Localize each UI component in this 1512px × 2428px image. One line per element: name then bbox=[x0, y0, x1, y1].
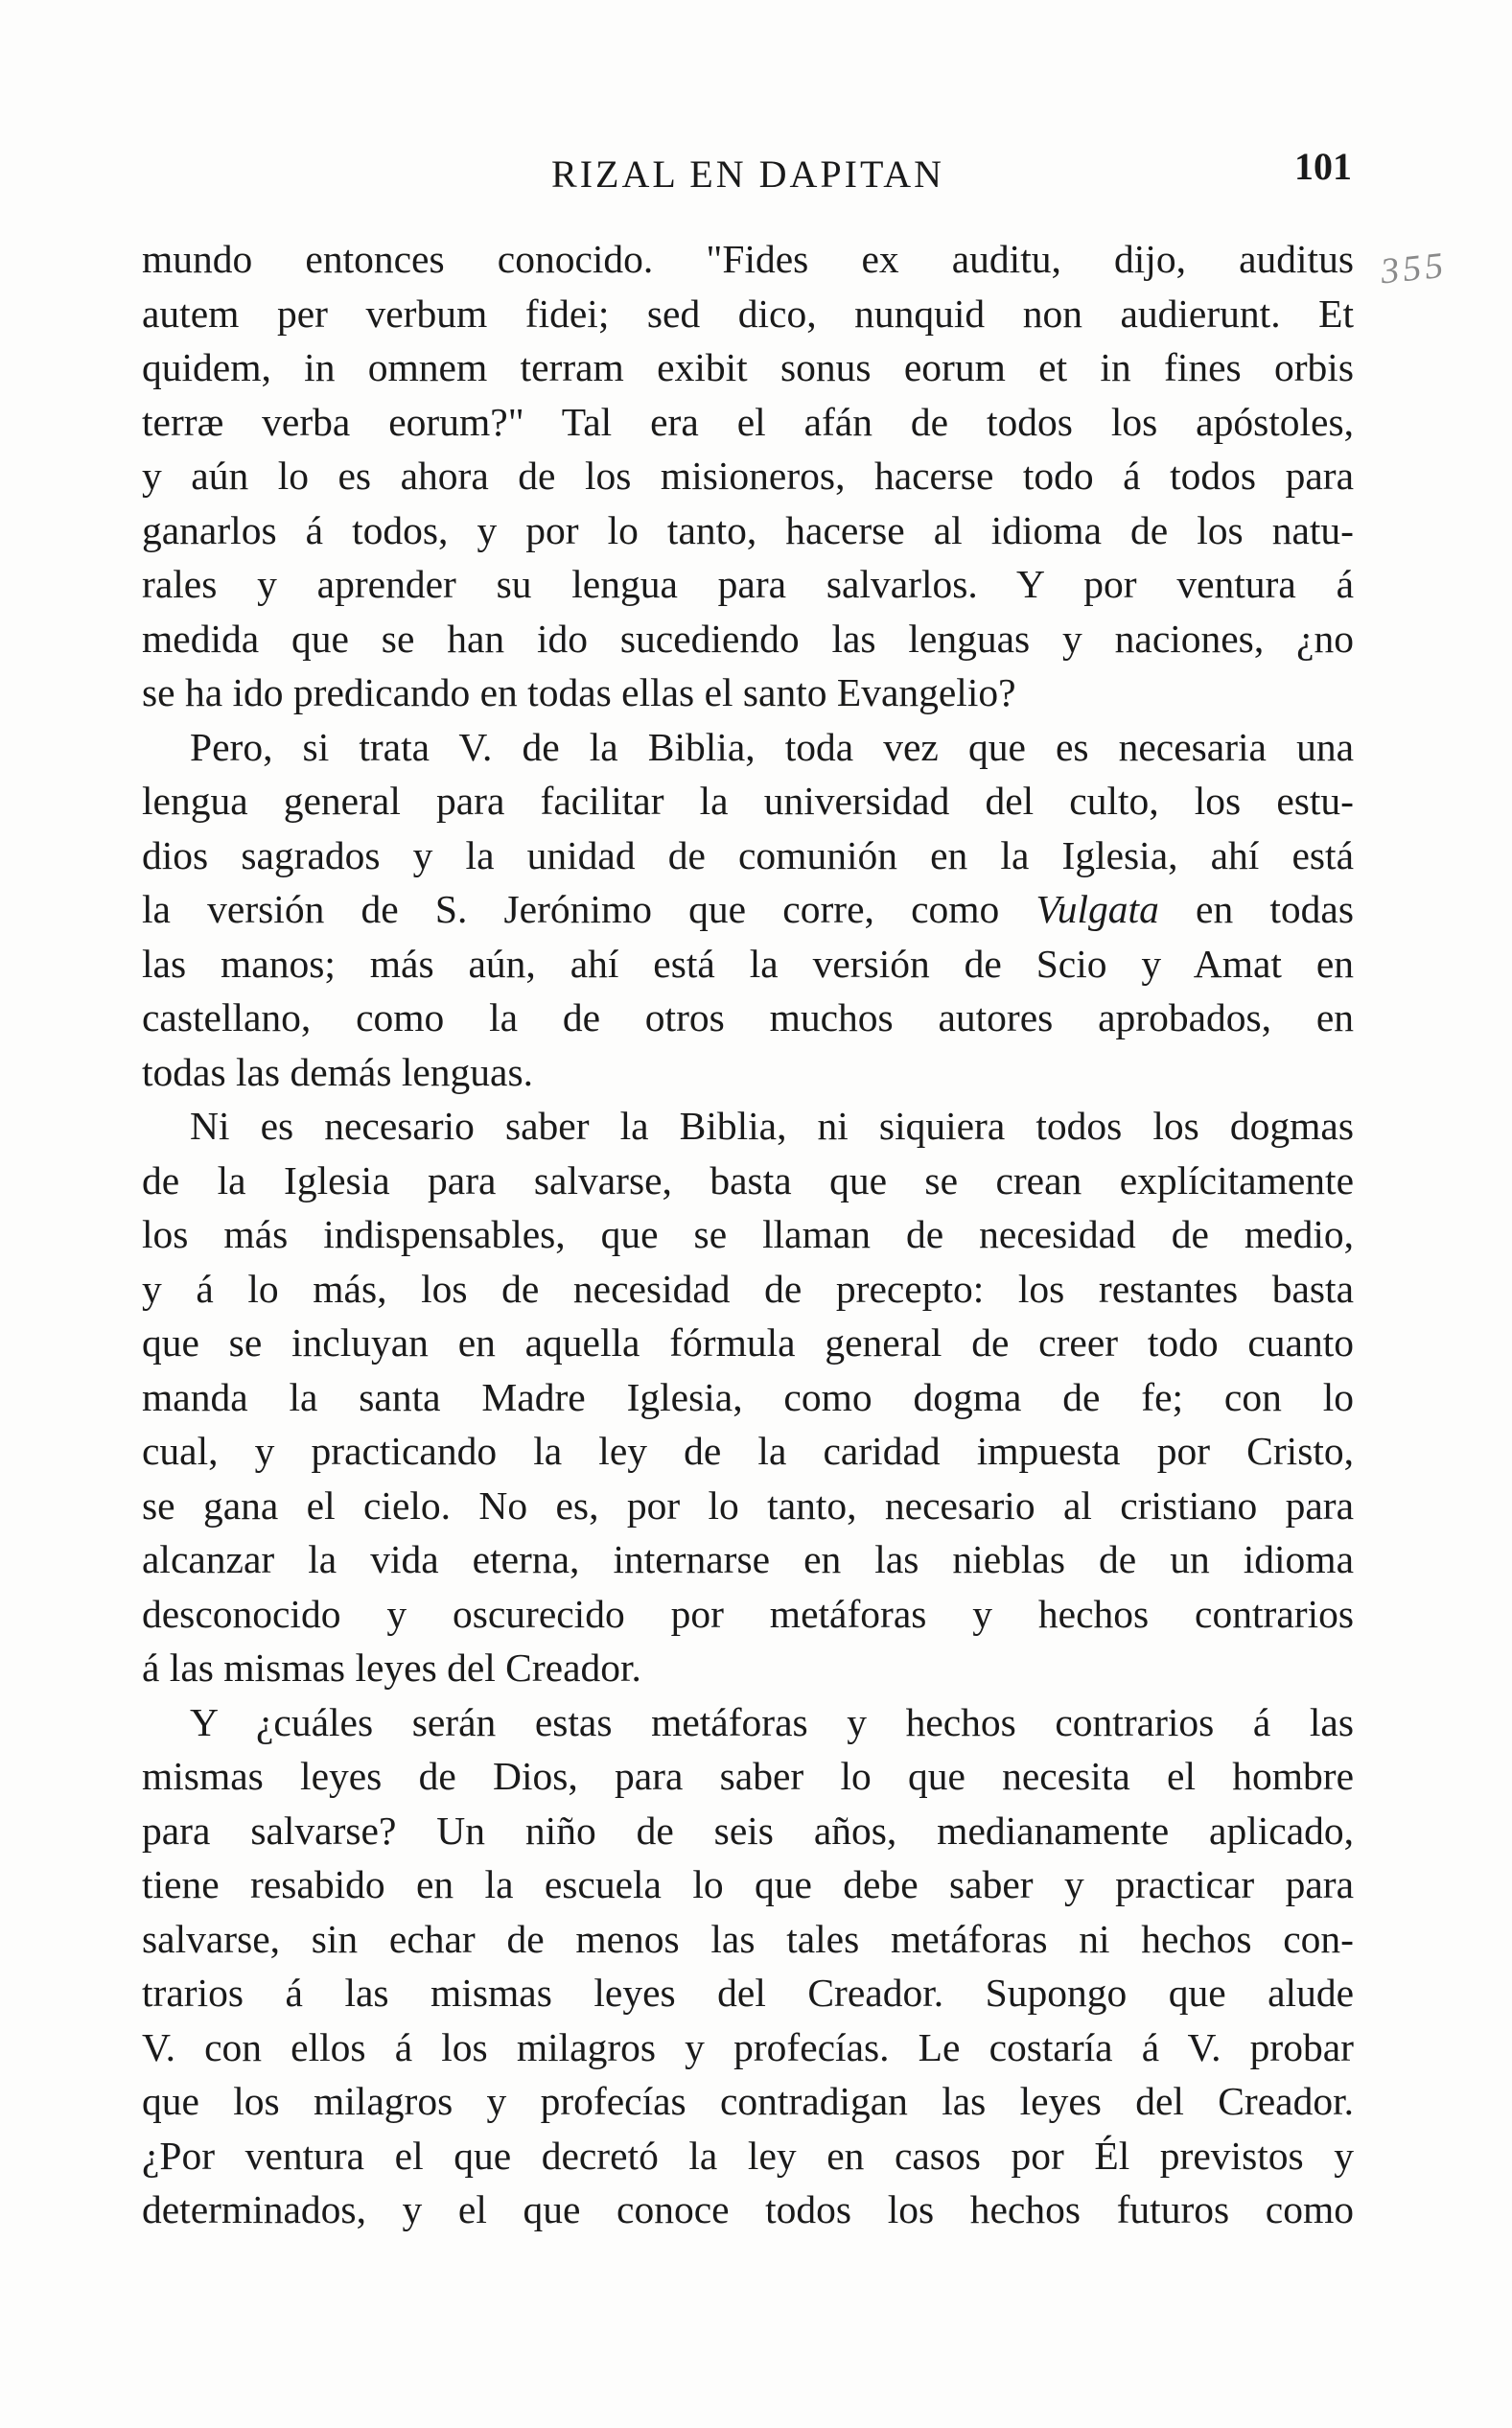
text-line bbox=[142, 665, 1354, 720]
text-segment: y aún lo es ahora de los misioneros, hacerse todo á todos para bbox=[142, 454, 1354, 498]
text-segment: se gana el cielo. No es, por lo tanto, necesario al cristiano para bbox=[142, 1482, 1354, 1528]
text-line bbox=[142, 1966, 1354, 2020]
text-line bbox=[142, 1099, 1354, 1154]
text-segment: quidem, in omnem terram exibit sonus eorum et in fines orbis bbox=[142, 345, 1354, 389]
text-segment: lengua general para facilitar la universidad del culto, los estu- bbox=[142, 779, 1354, 823]
text-segment: determinados, y el que conoce todos los hechos futuros como bbox=[142, 2187, 1354, 2231]
body-text bbox=[142, 232, 1354, 2237]
text-segment: las manos; más aún, ahí está la versión de Scio y Amat en bbox=[142, 941, 1354, 986]
text-line bbox=[142, 1695, 1354, 1750]
running-title: RIZAL EN DAPITAN bbox=[551, 152, 944, 196]
text-line bbox=[142, 2074, 1354, 2129]
text-segment: manda la santa Madre Iglesia, como dogma de fe; con lo bbox=[142, 1374, 1354, 1419]
text-line bbox=[142, 774, 1354, 829]
page-header bbox=[144, 144, 1352, 201]
text-segment: terræ verba eorum?" Tal era el afán de todos los apóstoles, bbox=[142, 399, 1354, 444]
text-line bbox=[142, 503, 1354, 558]
text-segment: y á lo más, los de necesidad de precepto: los restantes basta bbox=[142, 1266, 1354, 1311]
text-line bbox=[142, 1207, 1354, 1262]
text-line bbox=[142, 2183, 1354, 2237]
text-line bbox=[142, 1045, 1354, 1100]
text-segment: rales y aprender su lengua para salvarlos. Y por ventura á bbox=[142, 562, 1354, 606]
text-line bbox=[142, 1262, 1354, 1317]
text-segment: la versión de S. Jerónimo que corre, como bbox=[142, 887, 1036, 931]
text-line bbox=[142, 991, 1354, 1045]
text-line bbox=[142, 1912, 1354, 1967]
text-segment: V. con ellos á los milagros y profecías. Le costaría á V. probar bbox=[142, 2024, 1354, 2069]
text-line bbox=[142, 2020, 1354, 2075]
text-segment: Y ¿cuáles serán estas metáforas y hechos contrarios á las bbox=[190, 1699, 1354, 1744]
text-segment: los más indispensables, que se llaman de necesidad de medio, bbox=[142, 1212, 1354, 1256]
text-line bbox=[142, 1804, 1354, 1858]
text-segment: de la Iglesia para salvarse, basta que se crean explícitamente bbox=[142, 1157, 1354, 1202]
text-segment: alcanzar la vida eterna, internarse en las nieblas de un idioma bbox=[142, 1537, 1354, 1581]
text-segment: Pero, si trata V. de la Biblia, toda vez que es necesaria una bbox=[190, 724, 1354, 769]
text-line bbox=[142, 557, 1354, 612]
text-segment: castellano, como la de otros muchos autores aprobados, en bbox=[142, 995, 1354, 1039]
text-line bbox=[142, 449, 1354, 503]
text-line bbox=[142, 395, 1354, 450]
text-segment: que se incluyan en aquella fórmula general de creer todo cuanto bbox=[142, 1320, 1354, 1365]
handwritten-margin-note: 355 bbox=[1378, 245, 1450, 292]
text-line bbox=[142, 937, 1354, 992]
text-line bbox=[142, 340, 1354, 395]
text-segment: Ni es necesario saber la Biblia, ni siquiera todos los dogmas bbox=[190, 1104, 1354, 1148]
page-number: 101 bbox=[1294, 145, 1352, 188]
text-segment: salvarse, sin echar de menos las tales metáforas ni hechos con- bbox=[142, 1916, 1354, 1961]
text-segment: que los milagros y profecías contradigan las leyes del Creador. bbox=[142, 2079, 1354, 2123]
text-line bbox=[142, 1532, 1354, 1587]
text-line bbox=[142, 1424, 1354, 1479]
text-line bbox=[142, 1370, 1354, 1425]
text-segment: tiene resabido en la escuela lo que debe saber y practicar para bbox=[142, 1862, 1354, 1906]
text-line bbox=[142, 1749, 1354, 1804]
text-line bbox=[142, 1479, 1354, 1533]
text-line bbox=[142, 1587, 1354, 1642]
italic-term: Vulgata bbox=[1035, 887, 1159, 931]
text-segment: dios sagrados y la unidad de comunión en la Iglesia, ahí está bbox=[142, 832, 1354, 877]
text-line bbox=[142, 287, 1354, 341]
text-line bbox=[142, 720, 1354, 775]
text-segment: autem per verbum fidei; sed dico, nunquid non audierunt. Et bbox=[142, 291, 1354, 336]
text-segment: á las mismas leyes del Creador. bbox=[142, 1646, 641, 1690]
text-line bbox=[142, 232, 1354, 287]
text-line bbox=[142, 882, 1354, 937]
text-segment: mundo entonces conocido. "Fides ex auditu, dijo, auditus bbox=[142, 237, 1354, 281]
text-segment: ganarlos á todos, y por lo tanto, hacerse al idioma de los natu- bbox=[142, 507, 1354, 552]
text-segment: en todas bbox=[1158, 887, 1354, 931]
text-line bbox=[142, 1316, 1354, 1370]
text-segment: cual, y practicando la ley de la caridad impuesta por Cristo, bbox=[142, 1429, 1354, 1473]
text-segment: todas las demás lenguas. bbox=[142, 1049, 533, 1094]
text-segment: medida que se han ido sucediendo las lenguas y naciones, ¿no bbox=[142, 616, 1354, 661]
text-line bbox=[142, 1641, 1354, 1695]
text-segment: se ha ido predicando en todas ellas el santo Evangelio? bbox=[142, 670, 1016, 714]
text-line bbox=[142, 2129, 1354, 2183]
text-segment: trarios á las mismas leyes del Creador. Supongo que alude bbox=[142, 1971, 1354, 2015]
text-segment: mismas leyes de Dios, para saber lo que necesita el hombre bbox=[142, 1754, 1354, 1798]
text-line bbox=[142, 1154, 1354, 1208]
text-segment: desconocido y oscurecido por metáforas y hechos contrarios bbox=[142, 1591, 1354, 1636]
text-line bbox=[142, 829, 1354, 883]
text-line bbox=[142, 612, 1354, 666]
text-line bbox=[142, 1857, 1354, 1912]
text-segment: ¿Por ventura el que decretó la ley en casos por Él previstos y bbox=[142, 2133, 1354, 2178]
text-segment: para salvarse? Un niño de seis años, medianamente aplicado, bbox=[142, 1808, 1354, 1853]
